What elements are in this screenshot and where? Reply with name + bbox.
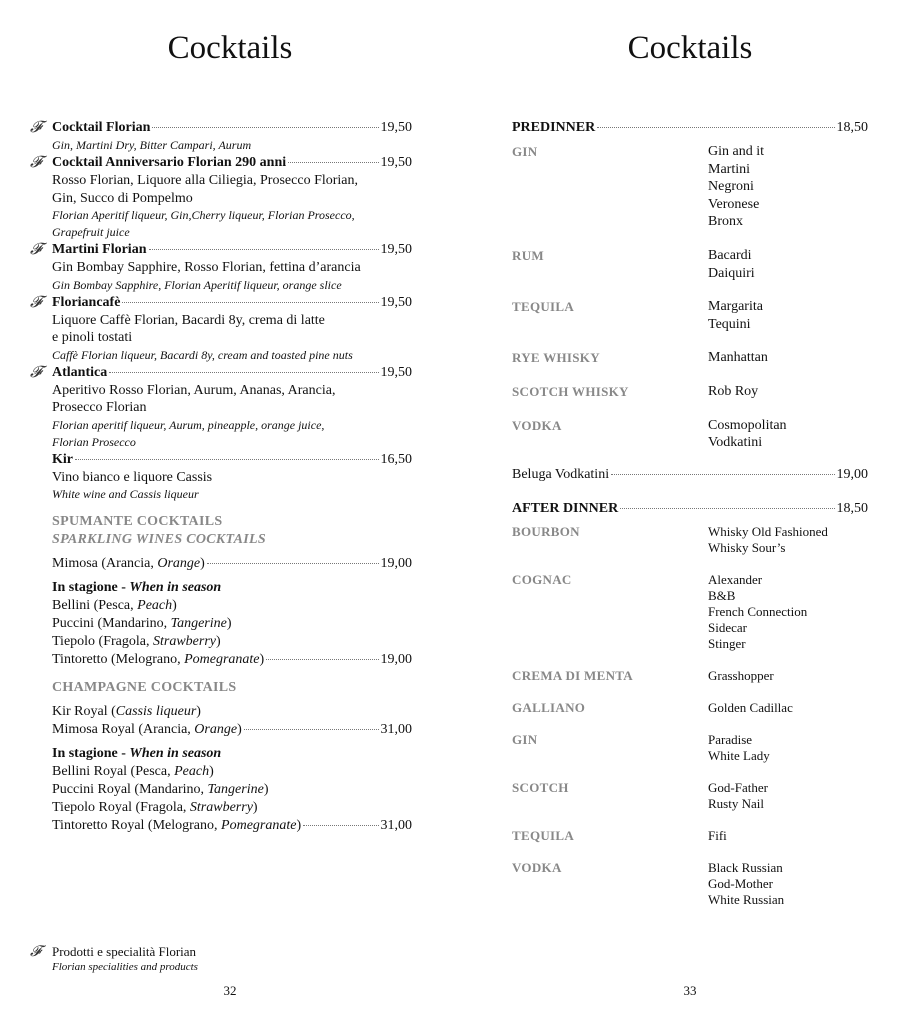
cocktail-name: Vodkatini	[708, 435, 763, 451]
spirit-label: RUM	[512, 247, 544, 263]
mimosa-price: 19,00	[380, 556, 412, 571]
cocktail-price: 19,50	[380, 364, 412, 380]
tintoretto-royal-price: 31,00	[380, 818, 412, 833]
closing-paren: )	[252, 800, 258, 815]
spirit-group	[512, 732, 868, 764]
cocktail-description: Rosso Florian, Liquore alla Ciliegia, Prosecco Florian,	[52, 173, 359, 188]
spirit-label: VODKA	[512, 859, 562, 875]
cocktail-name-en: Tangerine	[207, 782, 264, 797]
champagne-seasonal-list	[52, 763, 412, 817]
spumante-section	[30, 513, 412, 669]
footer-note-text: Prodotti e specialità Florian	[52, 944, 197, 959]
cocktail-name-en: Peach	[174, 764, 210, 779]
dot-leader	[244, 729, 379, 730]
cocktail-name: Fifi	[708, 827, 727, 843]
dot-leader	[611, 474, 834, 475]
right-menu-column	[512, 119, 868, 908]
cocktail-list	[708, 668, 774, 684]
cocktail-list	[708, 780, 768, 812]
spirit-group	[512, 780, 868, 812]
spirit-label: RYE WHISKY	[512, 350, 600, 366]
cocktail-name: Black Russian	[708, 859, 783, 875]
spirit-group	[512, 143, 868, 231]
cocktail-name: Bacardi	[708, 247, 752, 263]
spirit-group	[512, 417, 868, 452]
predinner-groups	[512, 143, 868, 452]
cocktail-name: God-Mother	[708, 875, 773, 891]
cocktail-name: White Russian	[708, 891, 785, 907]
spirit-group	[512, 668, 868, 684]
cocktail-name: B&B	[708, 587, 736, 603]
kir-royal-line: Kir Royal (Cassis liqueur)	[52, 704, 201, 719]
cocktail-name: Golden Cadillac	[708, 699, 793, 715]
cocktail-name-en: Strawberry	[152, 634, 216, 649]
page-number-left: 32	[223, 983, 237, 998]
cocktail-name: Gin and it	[708, 144, 764, 159]
closing-paren: )	[263, 782, 269, 797]
signature-cocktail-item	[30, 154, 412, 241]
cocktail-list	[708, 298, 763, 333]
cocktail-name: Atlantica	[52, 364, 108, 380]
spirit-label: SCOTCH WHISKY	[512, 383, 629, 399]
spirit-group	[512, 247, 868, 282]
dot-leader	[109, 372, 378, 373]
dot-leader	[266, 659, 378, 660]
kir-name: Kir	[52, 451, 73, 467]
cocktail-name: Cocktail Florian	[52, 120, 151, 135]
spirit-group	[512, 298, 868, 333]
cocktail-name: Negroni	[708, 179, 754, 195]
cocktail-description-en: Caffè Florian liqueur, Bacardi 8y, cream and toasted pine nuts	[52, 347, 353, 362]
cocktail-name-en: Strawberry	[189, 800, 253, 815]
cocktail-name: Whisky Sour’s	[708, 539, 786, 555]
cocktail-name: Alexander	[708, 571, 763, 587]
cocktail-description-en: Florian Prosecco	[52, 434, 136, 449]
cocktail-name-it: Tiepolo Royal (Fragola,	[52, 800, 190, 815]
cocktail-description: Liquore Caffè Florian, Bacardi 8y, crema di latte	[52, 312, 325, 328]
cocktail-name-en: Peach	[137, 598, 173, 613]
predinner-line	[512, 119, 868, 137]
cocktail-list	[708, 572, 807, 652]
spirit-label: COGNAC	[512, 571, 572, 587]
cocktail-list	[708, 143, 764, 231]
spirit-label: GIN	[512, 731, 538, 747]
left-menu-column	[30, 119, 412, 835]
cocktail-name: Cocktail Anniversario Florian 290 anni	[52, 155, 287, 170]
florian-mark-icon: 𝓕	[30, 293, 42, 311]
season-heading: In stagione - When in season	[52, 580, 222, 595]
cocktail-description: Gin Bombay Sapphire, Rosso Florian, fettina d’arancia	[52, 260, 361, 275]
tintoretto-line: Tintoretto (Melograno, Pomegranate) 19,00	[52, 652, 412, 667]
spirit-group	[512, 828, 868, 844]
florian-mark-icon: 𝓕	[30, 119, 42, 136]
predinner-price: 18,50	[836, 120, 868, 135]
cocktail-description-en: Grapefruit juice	[52, 225, 130, 239]
cocktail-name-it: Puccini Royal (Mandarino,	[52, 782, 208, 797]
dot-leader	[620, 508, 834, 509]
dot-leader	[597, 127, 834, 128]
cocktail-name: Rusty Nail	[708, 795, 764, 811]
afterdinner-groups	[512, 524, 868, 908]
spumante-heading: SPUMANTE COCKTAILS	[52, 514, 223, 529]
item-leader-line	[52, 294, 412, 312]
cocktail-name-it: Puccini (Mandarino,	[52, 616, 171, 631]
spirit-label: SCOTCH	[512, 779, 569, 795]
signature-cocktail-item	[30, 294, 412, 364]
dot-leader	[75, 459, 379, 460]
spirit-group	[512, 860, 868, 908]
seasonal-cocktail-item	[52, 781, 412, 799]
kir-item	[30, 451, 412, 504]
page-title-right: Cocktails	[627, 30, 753, 66]
dot-leader	[152, 127, 378, 128]
cocktail-price: 19,50	[380, 242, 412, 257]
cocktail-list	[708, 417, 787, 452]
champagne-section	[30, 679, 412, 835]
page-number-right: 33	[683, 983, 697, 998]
cocktail-description: e pinoli tostati	[52, 330, 133, 345]
cocktail-description-en: Gin, Martini Dry, Bitter Campari, Aurum	[52, 138, 252, 152]
florian-mark-icon: 𝓕	[30, 944, 42, 960]
cocktail-list	[708, 524, 828, 556]
signature-cocktail-item	[30, 119, 412, 154]
cocktail-name: Martini Florian	[52, 242, 147, 257]
cocktail-description: Prosecco Florian	[52, 400, 147, 415]
cocktail-description: Aperitivo Rosso Florian, Aurum, Ananas, Arancia,	[52, 382, 336, 398]
cocktail-name: Bronx	[708, 214, 743, 230]
seasonal-cocktail-item	[52, 799, 412, 817]
spirit-label: CREMA DI MENTA	[512, 667, 633, 683]
mimosa-royal-line: Mimosa Royal (Arancia, Orange) 31,00	[52, 722, 412, 737]
footer-note-text-en: Florian specialities and products	[52, 961, 198, 973]
closing-paren: )	[172, 598, 177, 613]
dot-leader	[288, 162, 378, 163]
signature-cocktail-list	[30, 119, 412, 451]
spirit-label: TEQUILA	[512, 827, 575, 843]
page-title-left: Cocktails	[167, 30, 293, 66]
signature-cocktail-item	[30, 364, 412, 451]
tintoretto-price: 19,00	[380, 652, 412, 667]
cocktail-name: French Connection	[708, 603, 808, 619]
cocktail-price: 19,50	[380, 294, 412, 310]
dot-leader	[149, 249, 379, 250]
spirit-label: GIN	[512, 144, 538, 159]
predinner-label: PREDINNER	[512, 120, 596, 135]
footer-note	[30, 944, 198, 975]
cocktail-list	[708, 383, 758, 401]
beluga-name: Beluga Vodkatini	[512, 466, 610, 482]
spirit-group	[512, 524, 868, 556]
spirit-group	[512, 383, 868, 401]
dot-leader	[122, 302, 378, 303]
cocktail-name: Veronese	[708, 196, 760, 212]
cocktail-list	[708, 247, 755, 282]
mimosa-line: Mimosa (Arancia, Orange) 19,00	[52, 556, 412, 571]
cocktail-name: Floriancafè	[52, 294, 121, 310]
spumante-heading-en: SPARKLING WINES COCKTAILS	[52, 532, 266, 547]
cocktail-name: Grasshopper	[708, 667, 774, 683]
spumante-seasonal-list	[52, 597, 412, 651]
cocktail-name: White Lady	[708, 747, 770, 763]
cocktail-description-en: Gin Bombay Sapphire, Florian Aperitif liqueur, orange slice	[52, 277, 342, 292]
kir-price: 16,50	[380, 451, 412, 467]
spirit-label: BOURBON	[512, 523, 580, 539]
cocktail-list	[708, 828, 727, 844]
cocktail-price: 19,50	[380, 155, 412, 170]
champagne-heading: CHAMPAGNE COCKTAILS	[52, 680, 237, 695]
cocktail-description-en: Florian Aperitif liqueur, Gin,Cherry liqueur, Florian Prosecco,	[52, 208, 355, 222]
cocktail-name-it: Bellini (Pesca,	[52, 598, 138, 613]
closing-paren: )	[215, 634, 221, 649]
dot-leader	[303, 825, 378, 826]
beluga-line	[512, 466, 868, 484]
cocktail-description-en: Florian aperitif liqueur, Aurum, pineapple, orange juice,	[52, 417, 325, 432]
cocktail-name: Stinger	[708, 635, 746, 651]
cocktail-name: Paradise	[708, 731, 753, 747]
cocktail-list	[708, 349, 768, 367]
signature-cocktail-item	[30, 241, 412, 294]
spirit-group	[512, 700, 868, 716]
kir-description: Vino bianco e liquore Cassis	[52, 469, 213, 485]
tintoretto-royal-line: Tintoretto Royal (Melograno, Pomegranate) 31,00	[52, 818, 412, 833]
spirit-label: VODKA	[512, 417, 562, 433]
seasonal-cocktail-item	[52, 633, 412, 651]
cocktail-name: Sidecar	[708, 619, 747, 635]
cocktail-name: Margarita	[708, 299, 763, 315]
item-leader-line	[52, 364, 412, 382]
cocktail-name-it: Bellini Royal (Pesca,	[52, 764, 175, 779]
cocktail-name-it: Tiepolo (Fragola,	[52, 634, 153, 649]
item-leader-line	[52, 154, 412, 172]
seasonal-cocktail-item	[52, 763, 412, 781]
closing-paren: )	[209, 764, 214, 779]
afterdinner-price: 18,50	[836, 500, 868, 516]
cocktail-list	[708, 700, 793, 716]
afterdinner-line	[512, 500, 868, 518]
cocktail-name: Manhattan	[708, 350, 768, 366]
afterdinner-label: AFTER DINNER	[512, 500, 619, 516]
seasonal-cocktail-item	[52, 597, 412, 615]
closing-paren: )	[226, 616, 232, 631]
cocktail-name: Whisky Old Fashioned	[708, 523, 828, 539]
spirit-group	[512, 349, 868, 367]
cocktail-list	[708, 860, 784, 908]
season-heading: In stagione - When in season	[52, 746, 222, 761]
item-leader-line	[52, 241, 412, 259]
cocktail-name-en: Tangerine	[170, 616, 227, 631]
mimosa-royal-price: 31,00	[380, 722, 412, 737]
dot-leader	[207, 563, 379, 564]
beluga-price: 19,00	[836, 466, 868, 482]
kir-description-en: White wine and Cassis liqueur	[52, 487, 199, 501]
cocktail-price: 19,50	[380, 120, 412, 135]
item-leader-line	[52, 119, 412, 137]
florian-mark-icon: 𝓕	[30, 154, 42, 171]
spirit-label: GALLIANO	[512, 699, 586, 715]
spirit-group	[512, 572, 868, 652]
cocktail-description: Gin, Succo di Pompelmo	[52, 190, 193, 206]
cocktail-name: Rob Roy	[708, 383, 759, 399]
seasonal-cocktail-item	[52, 615, 412, 633]
spirit-label: TEQUILA	[512, 299, 575, 315]
florian-mark-icon: 𝓕	[30, 363, 42, 381]
cocktail-list	[708, 732, 770, 764]
cocktail-name: Cosmopolitan	[708, 417, 787, 433]
cocktail-name: Daiquiri	[708, 265, 755, 281]
cocktail-name: Tequini	[708, 316, 751, 332]
cocktail-name: God-Father	[708, 779, 768, 795]
florian-mark-icon: 𝓕	[30, 241, 42, 258]
cocktail-name: Martini	[708, 161, 750, 177]
